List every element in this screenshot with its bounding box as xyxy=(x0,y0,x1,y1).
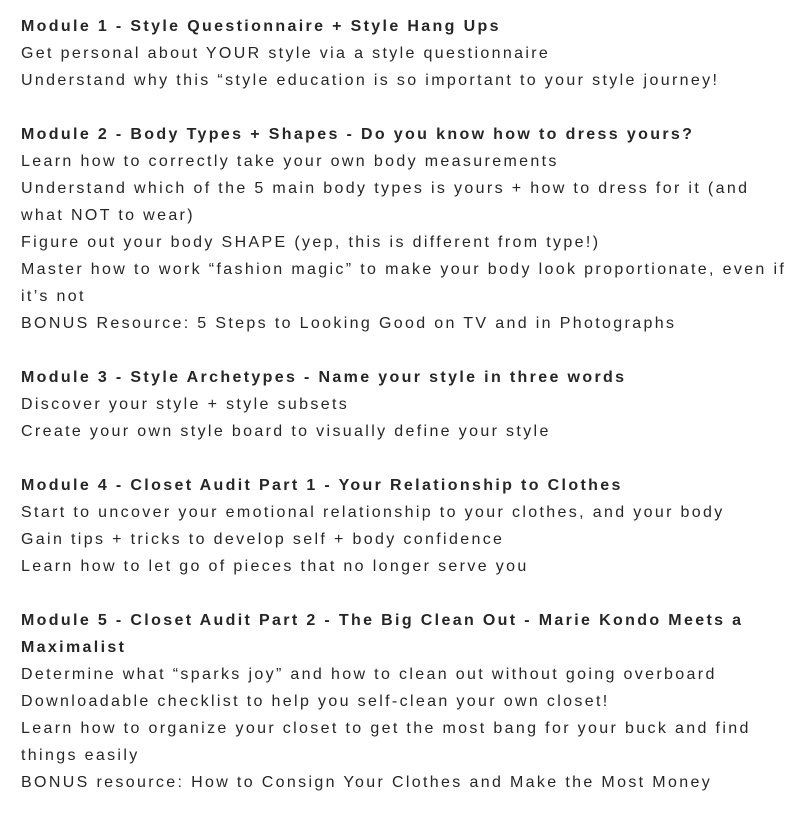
module-title: Module 5 - Closet Audit Part 2 - The Big Clean Out - Marie Kondo Meets a Maximalist xyxy=(21,612,744,656)
module-item: Downloadable checklist to help you self-clean your own closet! xyxy=(21,693,610,710)
module-item: Start to uncover your emotional relationship to your clothes, and your body xyxy=(21,504,725,521)
module-item: Understand why this “style education is so important to your style journey! xyxy=(21,72,720,89)
module-item: Learn how to organize your closet to get the most bang for your buck and find things easily xyxy=(21,720,751,764)
module-item: BONUS Resource: 5 Steps to Looking Good on TV and in Photographs xyxy=(21,315,677,332)
module-item: Learn how to let go of pieces that no longer serve you xyxy=(21,558,529,575)
module-2 xyxy=(21,121,793,337)
module-1 xyxy=(21,13,793,94)
module-item: Master how to work “fashion magic” to make your body look proportionate, even if it’s not xyxy=(21,261,787,305)
module-item: Get personal about YOUR style via a style questionnaire xyxy=(21,45,551,62)
module-title: Module 1 - Style Questionnaire + Style Hang Ups xyxy=(21,18,501,35)
module-title: Module 3 - Style Archetypes - Name your style in three words xyxy=(21,369,627,386)
course-outline xyxy=(21,13,793,823)
module-title: Module 2 - Body Types + Shapes - Do you know how to dress yours? xyxy=(21,126,695,143)
module-5 xyxy=(21,607,793,796)
module-item: Create your own style board to visually define your style xyxy=(21,423,551,440)
module-item: Understand which of the 5 main body types is yours + how to dress for it (and what NOT to wear) xyxy=(21,180,750,224)
module-item: Figure out your body SHAPE (yep, this is different from type!) xyxy=(21,234,601,251)
module-item: Gain tips + tricks to develop self + body confidence xyxy=(21,531,505,548)
module-3 xyxy=(21,364,793,445)
module-title: Module 4 - Closet Audit Part 1 - Your Relationship to Clothes xyxy=(21,477,623,494)
module-item: Discover your style + style subsets xyxy=(21,396,350,413)
module-item: Learn how to correctly take your own body measurements xyxy=(21,153,559,170)
module-item: Determine what “sparks joy” and how to clean out without going overboard xyxy=(21,666,717,683)
module-item: BONUS resource: How to Consign Your Clothes and Make the Most Money xyxy=(21,774,713,791)
module-4 xyxy=(21,472,793,580)
